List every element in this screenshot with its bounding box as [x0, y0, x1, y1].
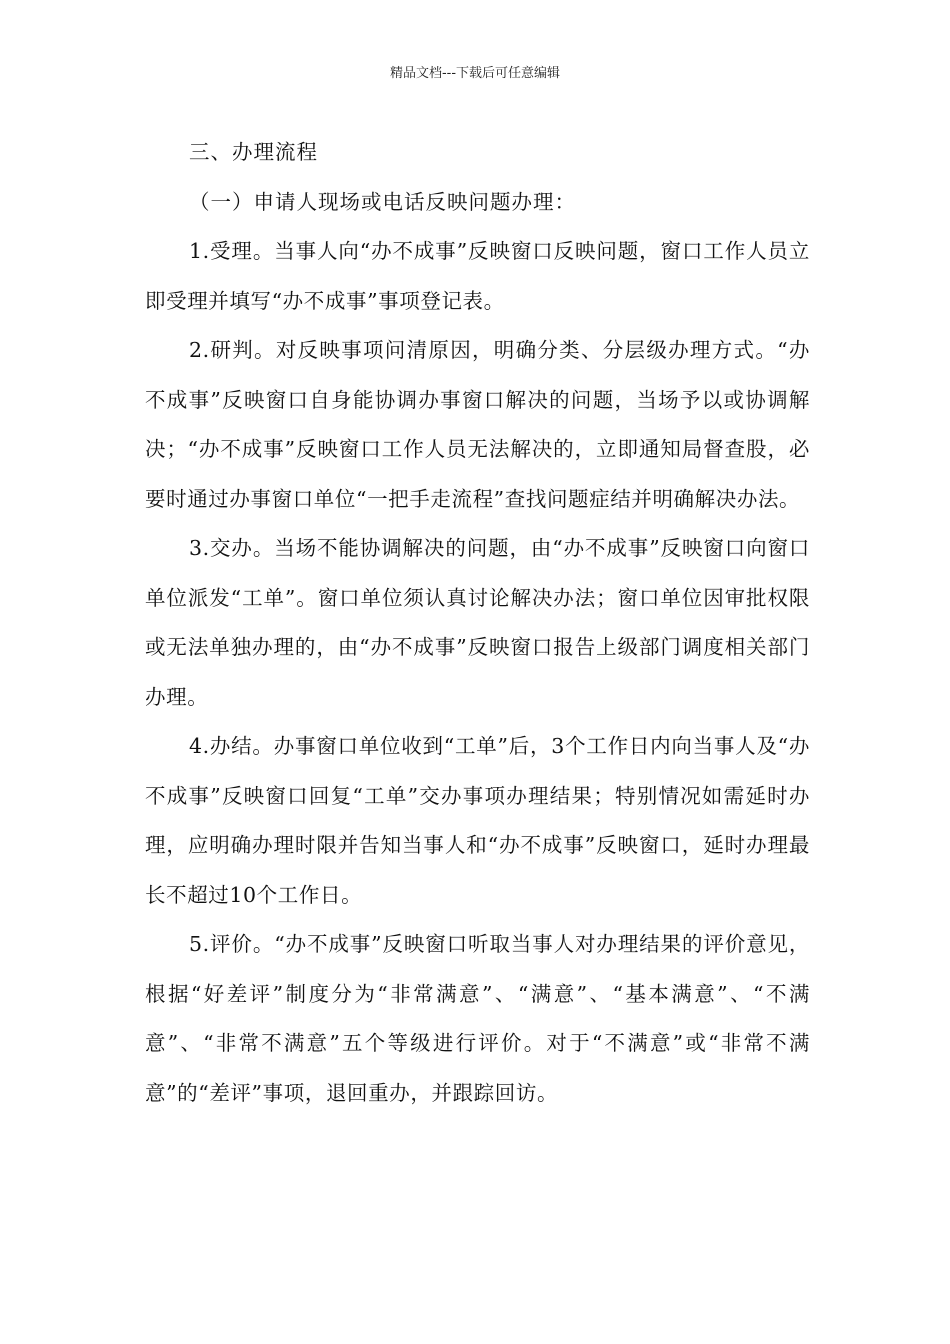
paragraph-assessment: 2.研判。对反映事项问清原因，明确分类、分层级办理方式。“办不成事”反映窗口自身能协调办事窗口解决的问题，当场予以或协调解决；“办不成事”反映窗口工作人员无法解决的，立即通知局督查股，必要时通过办事窗口单位“一把手走流程”查找问题症结并明确解决办法。 — [145, 338, 810, 511]
paragraph-completion: 4.办结。办事窗口单位收到“工单”后，3个工作日内向当事人及“办不成事”反映窗口回复“工单”交办事项办理结果；特别情况如需延时办理，应明确办理时限并告知当事人和“办不成事”反映窗口，延时办理最长不超过10个工作日。 — [145, 734, 810, 907]
paragraph-assignment: 3.交办。当场不能协调解决的问题，由“办不成事”反映窗口向窗口单位派发“工单”。窗口单位须认真讨论解决办法；窗口单位因审批权限或无法单独办理的，由“办不成事”反映窗口报告上级部门调度相关部门办理。 — [145, 536, 810, 709]
paragraph-evaluation: 5.评价。“办不成事”反映窗口听取当事人对办理结果的评价意见，根据“好差评”制度分为“非常满意”、“满意”、“基本满意”、“不满意”、“非常不满意”五个等级进行评价。对于“不满意”或“非常不满意”的“差评”事项，退回重办，并跟踪回访。 — [145, 932, 810, 1105]
section-subtitle: （一）申请人现场或电话反映问题办理： — [189, 189, 576, 214]
section-title: 三、办理流程 — [189, 140, 318, 164]
page-header-watermark: 精品文档---下载后可任意编辑 — [389, 66, 561, 81]
document-body — [145, 128, 810, 1118]
paragraph-acceptance: 1.受理。当事人向“办不成事”反映窗口反映问题，窗口工作人员立即受理并填写“办不成事”事项登记表。 — [145, 239, 810, 313]
